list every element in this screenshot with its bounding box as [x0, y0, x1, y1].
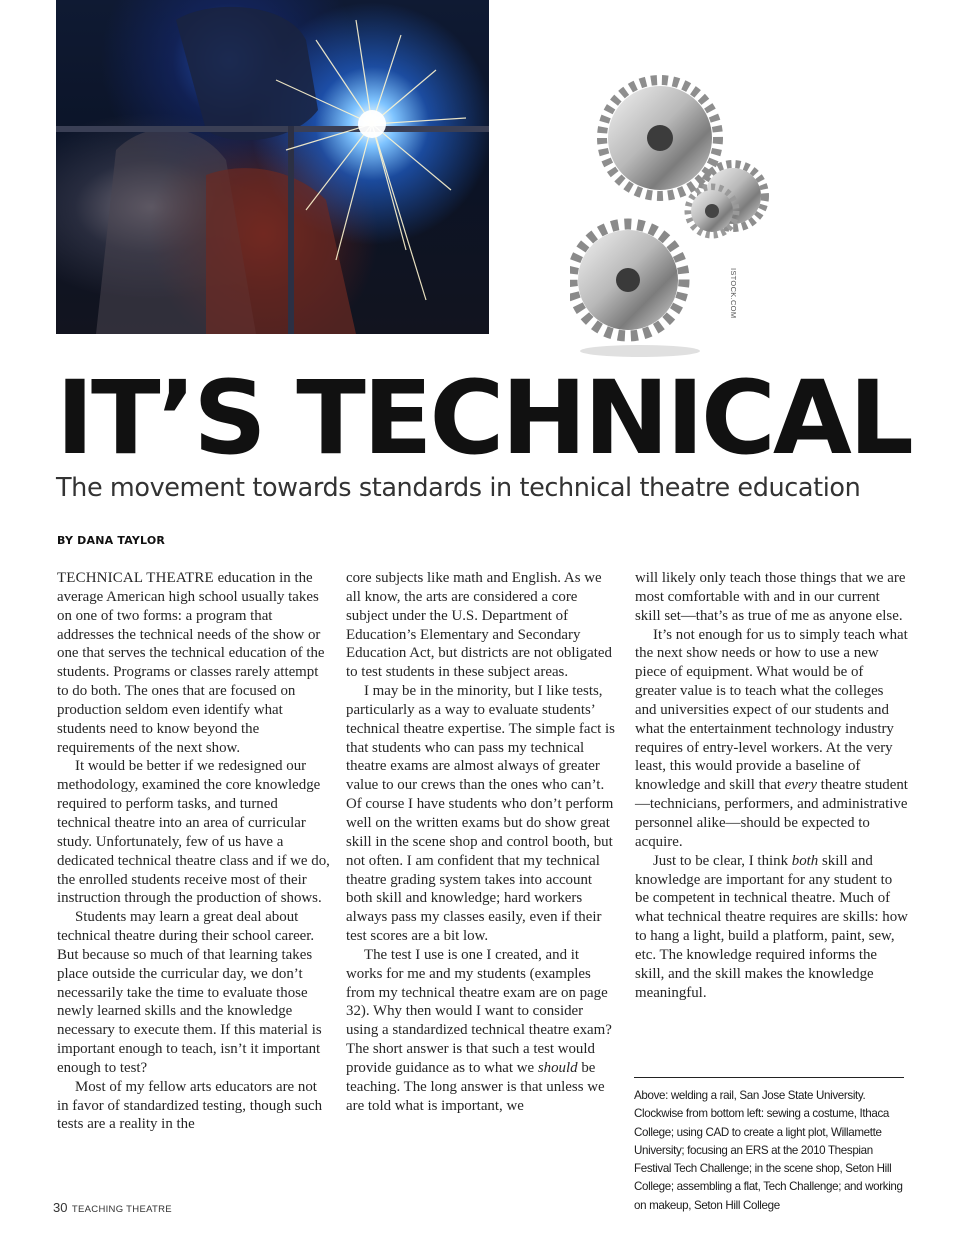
- page-number: 30: [53, 1200, 68, 1215]
- emphasis: should: [537, 1059, 578, 1076]
- paragraph: The test I use is one I created, and it works for me and my students (examples from my technical theatre exam are on page 32). Why then would I want to consider using a standardized technical theatre exam? The short answer is that such a test would provide guidance as to what we should be teaching. The long answer is that unless we are told what is important, we: [346, 946, 612, 1114]
- photo-caption: Above: welding a rail, San Jose State University. Clockwise from bottom left: sewing a costume, Ithaca College; using CAD to create a light plot, Willamette University; focusing an ERS at the 2010 Thespian Festival Tech Challenge; in the scene shop, Seton Hill College; assembling a flat, Tech Challenge; and working on makeup, Seton Hill College: [634, 1089, 903, 1212]
- paragraph: core subjects like math and English. As we all know, the arts are considered a core subject under the U.S. Department of Education’s Elementary and Secondary Education Act, but districts are not obligated to test students in these subject areas.: [346, 570, 612, 681]
- headline: IT’S TECHNICAL: [56, 359, 911, 478]
- paragraph: It’s not enough for us to simply teach what the next show needs or how to use a new piece of equipment. What would be of greater value is to teach what the colleges and universities expect of our students and what the entertainment technology industry requires of entry-level workers. At the very least, this would provide a baseline of knowledge and skill that every theatre student—technicians, performers, and administrative personnel alike—should be expected to acquire.: [635, 626, 908, 850]
- welding-photo: [56, 0, 489, 334]
- paragraph: TECHNICAL THEATRE education in the average American high school usually takes on one of two forms: a program that addresses the technical needs of the show or one that serves the technical education of the students. Programs or classes rarely attempt to do both. The ones that are focused on production seldom even identify what students need to know beyond the requirements of the next show.: [57, 570, 325, 756]
- gears-illustration: [570, 66, 770, 366]
- magazine-name: TEACHING THEATRE: [71, 1204, 172, 1215]
- welding-sparks: [56, 0, 489, 334]
- article-column-2: [346, 569, 619, 1115]
- paragraph: I may be in the minority, but I like tests, particularly as a way to evaluate students’ technical theatre expertise. The simple fact is that students who can pass my technical theatre exams are almost always of greater value to our crews than the ones who can’t. Of course I have students who don’t perform well on the written exams but do show great skill in the scene shop and control booth, but not often. I am confident that my technical theatre grading system takes into account both skill and knowledge; hard workers always pass my classes easily, even if their test scores are a bit low.: [346, 683, 615, 945]
- emphasis: both: [791, 852, 819, 869]
- article-column-1: [57, 569, 330, 1134]
- paragraph: Just to be clear, I think both skill and knowledge are important for any student to be competent in technical theatre. Much of what technical theatre requires are skills: how to hang a light, build a platform, paint, sew, etc. The knowledge required informs the skill, and the skill makes the knowledge meaningful.: [635, 852, 908, 1001]
- subhead: The movement towards standards in technical theatre education: [56, 473, 861, 503]
- lead-in: TECHNICAL THEATRE: [57, 570, 214, 586]
- photo-credit: ISTOCK.COM: [729, 268, 738, 319]
- paragraph: will likely only teach those things that we are most comfortable with and in our current skill set—that’s as true of me as anyone else.: [635, 570, 906, 624]
- paragraph: Most of my fellow arts educators are not in favor of standardized testing, though such tests are a reality in the: [57, 1078, 323, 1133]
- paragraph: Students may learn a great deal about technical theatre during their school career. But because so much of that learning takes place outside the curricular day, we don’t necessarily take the time to evaluate those newly learned skills and the knowledge necessary to execute them. If this material is important enough to teach, isn’t it important enough to test?: [57, 909, 322, 1076]
- article-column-3: [635, 569, 908, 1002]
- page-footer: [53, 1199, 172, 1217]
- caption-divider: [634, 1077, 904, 1078]
- paragraph: It would be better if we redesigned our methodology, examined the core knowledge required to perform tasks, and turned technical theatre into an area of curricular study. Unfortunately, few of us have a dedicated technical theatre class and if we do, the enrolled students receive most of their instruction through the production of shows.: [57, 758, 330, 907]
- byline: BY DANA TAYLOR: [57, 534, 166, 547]
- emphasis: every: [784, 777, 817, 794]
